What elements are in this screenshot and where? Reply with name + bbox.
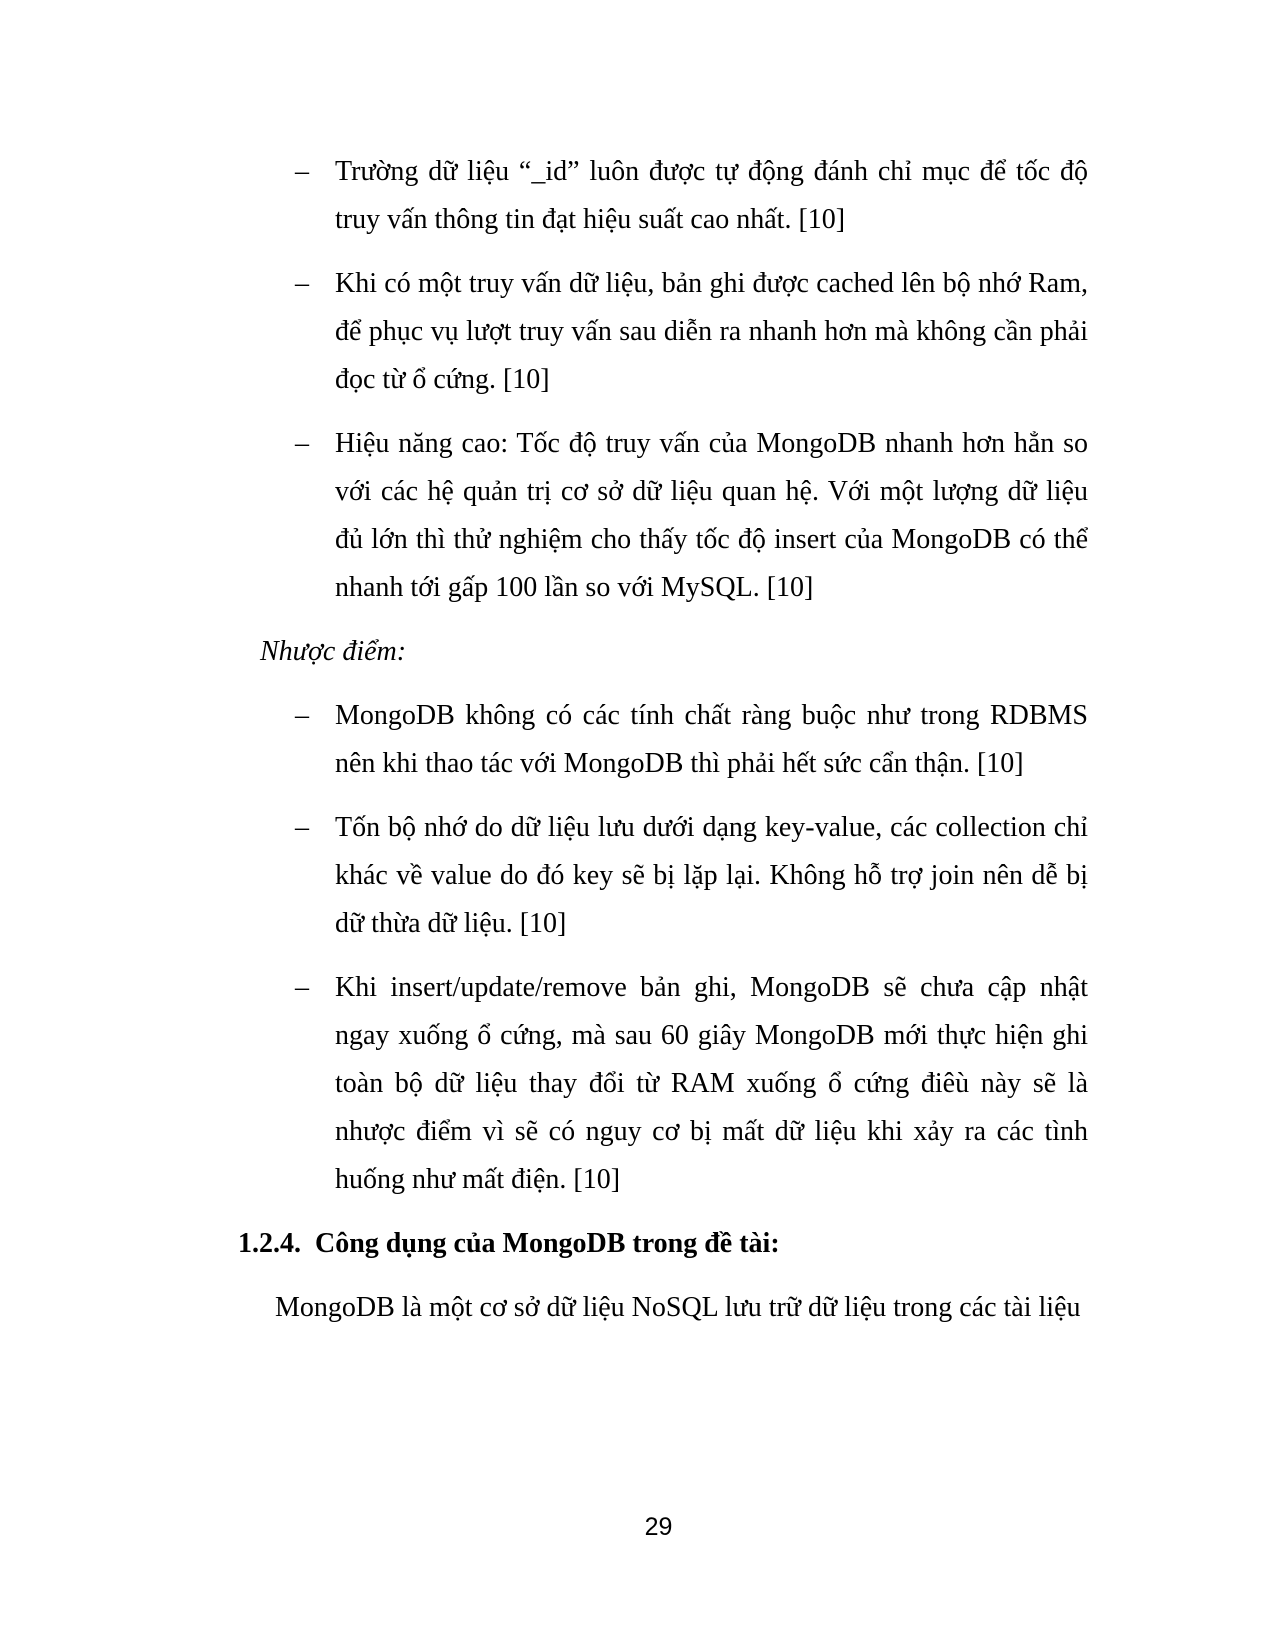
bullet-list-disadvantages <box>0 692 1275 1204</box>
bullet-dash: – <box>295 428 309 459</box>
section-heading-title: Công dụng của MongoDB trong đề tài: <box>315 1228 780 1259</box>
list-item-text: Tốn bộ nhớ do dữ liệu lưu dưới dạng key-value, các collection chỉ khác về value do đó key sẽ bị lặp lại. Không hỗ trợ join nên dễ bị dữ thừa dữ liệu. [10] <box>335 812 1088 939</box>
page-footer <box>230 1512 1087 1542</box>
list-item-text: Trường dữ liệu “_id” luôn được tự động đánh chỉ mục để tốc độ truy vấn thông tin đạt hiệu suất cao nhất. [10] <box>335 156 1088 235</box>
bullet-dash: – <box>295 156 309 187</box>
list-item <box>295 260 1088 404</box>
page-content <box>0 148 1275 1332</box>
disadvantages-subheading: Nhược điểm: <box>260 636 407 667</box>
section-heading <box>238 1220 1275 1268</box>
list-item <box>295 804 1088 948</box>
bullet-dash: – <box>295 700 309 731</box>
bullet-dash: – <box>295 268 309 299</box>
section-heading-number: 1.2.4. <box>238 1228 301 1259</box>
list-item-text: Khi có một truy vấn dữ liệu, bản ghi được cached lên bộ nhớ Ram, để phục vụ lượt truy vấn sau diễn ra nhanh hơn mà không cần phải đọc từ ổ cứng. [10] <box>335 268 1088 395</box>
body-paragraph: MongoDB là một cơ sở dữ liệu NoSQL lưu trữ dữ liệu trong các tài liệu <box>275 1292 1081 1323</box>
bullet-list-advantages <box>0 148 1275 612</box>
bullet-dash: – <box>295 972 309 1003</box>
list-item-text: Khi insert/update/remove bản ghi, MongoDB sẽ chưa cập nhật ngay xuống ổ cứng, mà sau 60 giây MongoDB mới thực hiện ghi toàn bộ dữ liệu thay đổi từ RAM xuống ổ cứng điêù này sẽ là nhược điểm vì sẽ có nguy cơ bị mất dữ liệu khi xảy ra các tình huống như mất điện. [10] <box>335 972 1088 1195</box>
list-item <box>295 420 1088 612</box>
list-item-text: MongoDB không có các tính chất ràng buộc như trong RDBMS nên khi thao tác với MongoDB thì phải hết sức cẩn thận. [10] <box>335 700 1088 779</box>
list-item <box>295 148 1088 244</box>
bullet-dash: – <box>295 812 309 843</box>
page-number: 29 <box>644 1513 673 1541</box>
list-item <box>295 692 1088 788</box>
list-item <box>295 964 1088 1204</box>
list-item-text: Hiệu năng cao: Tốc độ truy vấn của MongoDB nhanh hơn hẳn so với các hệ quản trị cơ sở dữ liệu quan hệ. Với một lượng dữ liệu đủ lớn thì thử nghiệm cho thấy tốc độ insert của MongoDB có thể nhanh tới gấp 100 lần so với MySQL. [10] <box>335 428 1088 603</box>
